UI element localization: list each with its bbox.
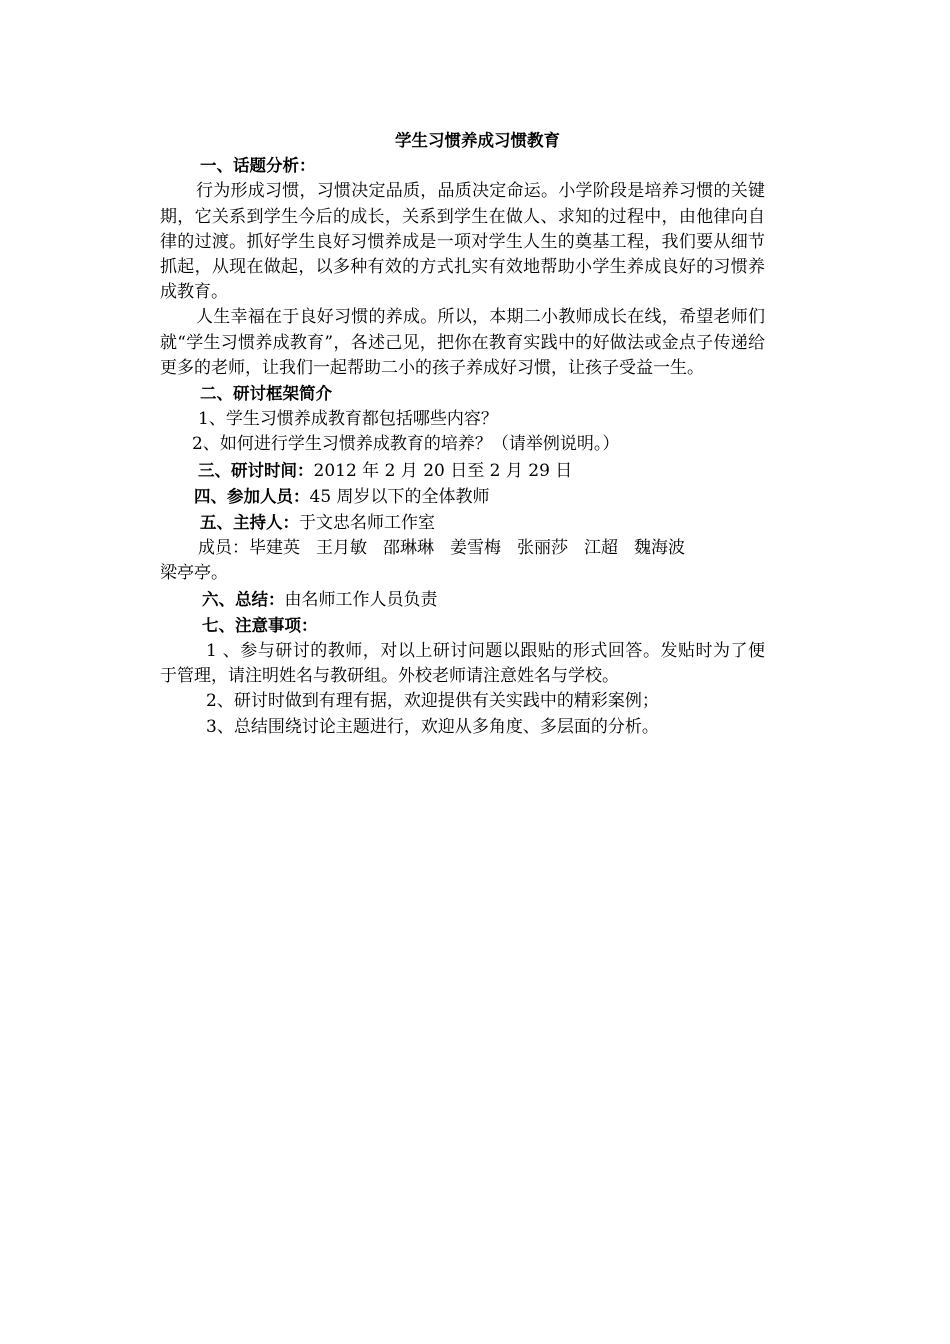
member-name: 王月敏 xyxy=(316,538,367,559)
framework-item-1: 1、学生习惯养成教育都包括哪些内容？ xyxy=(198,409,498,430)
framework-item-2: 2、如何进行学生习惯养成教育的培养？（请举例说明。） xyxy=(192,434,620,455)
section-topic-analysis-heading xyxy=(160,153,765,179)
section-heading: 五、主持人： xyxy=(200,513,299,533)
section-framework-heading xyxy=(160,381,765,407)
notes-item-2: 2、研讨时做到有理有据，欢迎提供有关实践中的精彩案例； xyxy=(206,691,659,712)
members-list-tail: 梁亭亭。 xyxy=(160,563,228,584)
notes-item-1: 1 、参与研讨的教师，对以上研讨问题以跟贴的形式回答。发贴时为了便于管理，请注明姓名与教研组。外校老师请注意姓名与学校。 xyxy=(160,641,765,687)
document-title: 学生习惯养成习惯教育 xyxy=(395,131,560,150)
section-notes-heading xyxy=(160,613,765,639)
section-heading: 三、研讨时间： xyxy=(198,460,314,480)
member-name: 姜雪梅 xyxy=(450,538,501,559)
section-summary xyxy=(160,587,765,613)
section-heading: 四、参加人员： xyxy=(194,486,310,506)
section-heading: 一、话题分析： xyxy=(200,156,316,176)
section-host xyxy=(160,510,765,536)
section-participants xyxy=(160,484,765,510)
section-value: 45 周岁以下的全体教师 xyxy=(309,486,490,507)
members-label: 成员： xyxy=(198,538,249,559)
section-heading: 六、总结： xyxy=(202,589,285,609)
notes-item-3: 3、总结围绕讨论主题进行，欢迎从多角度、多层面的分析。 xyxy=(206,716,659,737)
topic-analysis-paragraph-2: 人生幸福在于良好习惯的养成。所以，本期二小教师成长在线，希望老师们就“学生习惯养成教育”，各述己见，把你在教育实践中的好做法或金点子传递给更多的老师，让我们一起帮助二小的孩子养成好习惯，让孩子受益一生。 xyxy=(160,307,765,378)
section-time xyxy=(160,458,765,484)
member-name: 江超 xyxy=(584,538,618,559)
section-heading: 七、注意事项： xyxy=(202,615,318,635)
section-heading: 二、研讨框架简介 xyxy=(200,384,332,404)
member-name: 毕建英 xyxy=(249,538,300,559)
topic-analysis-paragraph-1: 行为形成习惯，习惯决定品质，品质决定命运。小学阶段是培养习惯的关键期，它关系到学生今后的成长，关系到学生在做人、求知的过程中，由他律向自律的过渡。抓好学生良好习惯养成是一项对学生人生的奠基工程，我们要从细节抓起，从现在做起，以多种有效的方式扎实有效地帮助小学生养成良好的习惯养成教育。 xyxy=(160,181,765,303)
document-page xyxy=(160,128,765,740)
member-name: 魏海波 xyxy=(634,538,685,559)
section-value: 2012 年 2 月 20 日至 2 月 29 日 xyxy=(313,460,573,481)
members-list xyxy=(160,536,765,561)
member-name: 邵琳琳 xyxy=(383,538,434,559)
section-value: 由名师工作人员负责 xyxy=(284,589,438,610)
member-name: 张丽莎 xyxy=(517,538,568,559)
section-value: 于文忠名师工作室 xyxy=(299,513,435,534)
